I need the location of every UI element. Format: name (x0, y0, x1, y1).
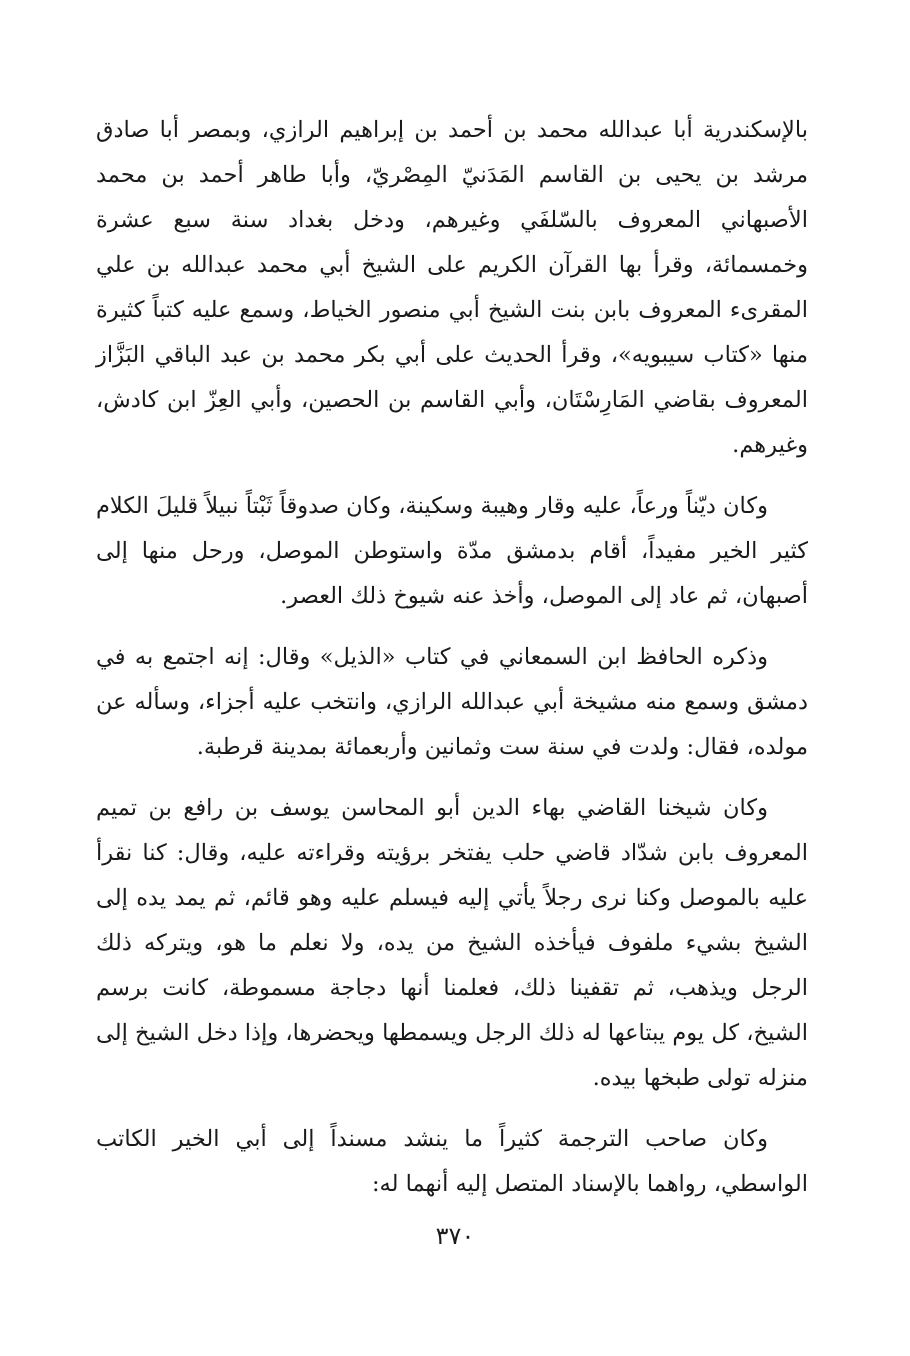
paragraph-4: وكان شيخنا القاضي بهاء الدين أبو المحاسن يوسف بن رافع بن تميم المعروف بابن شدّاد قاضي حلب يفتخر برؤيته وقراءته عليه، وقال: كنا نقرأ عليه بالموصل وكنا نرى رجلاً يأتي إليه فيسلم عليه وهو قائم، ثم يمد يده إلى الشيخ بشيء ملفوف فيأخذه الشيخ من يده، ولا نعلم ما هو، ويتركه ذلك الرجل ويذهب، ثم تقفينا ذلك، فعلمنا أنها دجاجة مسموطة، كانت برسم الشيخ، كل يوم يبتاعها له ذلك الرجل ويسمطها ويحضرها، وإذا دخل الشيخ إلى منزله تولى طبخها بيده. (96, 795, 808, 1091)
paragraph-3: وذكره الحافظ ابن السمعاني في كتاب «الذيل» وقال: إنه اجتمع به في دمشق وسمع منه مشيخة أبي عبدالله الرازي، وانتخب عليه أجزاء، وسأله عن مولده، فقال: ولدت في سنة ست وثمانين وأربعمائة بمدينة قرطبة. (96, 644, 808, 760)
page-number: ٣٧٠ (435, 1222, 475, 1250)
paragraph-5: وكان صاحب الترجمة كثيراً ما ينشد مسنداً إلى أبي الخير الكاتب الواسطي، رواهما بالإسناد المتصل إليه أنهما له: (96, 1126, 808, 1197)
paragraph-2: وكان ديّناً ورعاً، عليه وقار وهيبة وسكينة، وكان صدوقاً ثَبْتاً نبيلاً قليلَ الكلام كثير الخير مفيداً، أقام بدمشق مدّة واستوطن الموصل، ورحل منها إلى أصبهان، ثم عاد إلى الموصل، وأخذ عنه شيوخ ذلك العصر. (96, 493, 808, 609)
body-text (96, 108, 808, 1207)
paragraph-1: بالإسكندرية أبا عبدالله محمد بن أحمد بن إبراهيم الرازي، وبمصر أبا صادق مرشد بن يحيى بن القاسم المَدَنيّ المِصْريّ، وأبا طاهر أحمد بن محمد الأصبهاني المعروف بالسّلفَي وغيرهم، ودخل بغداد سنة سبع عشرة وخمسمائة، وقرأ بها القرآن الكريم على الشيخ أبي محمد عبدالله بن علي المقرىء المعروف بابن بنت الشيخ أبي منصور الخياط، وسمع عليه كتباً كثيرة منها «كتاب سيبويه»، وقرأ الحديث على أبي بكر محمد بن عبد الباقي البَزَّاز المعروف بقاضي المَارِسْتَان، وأبي القاسم بن الحصين، وأبي العِزّ ابن كادش، وغيرهم. (96, 117, 808, 458)
